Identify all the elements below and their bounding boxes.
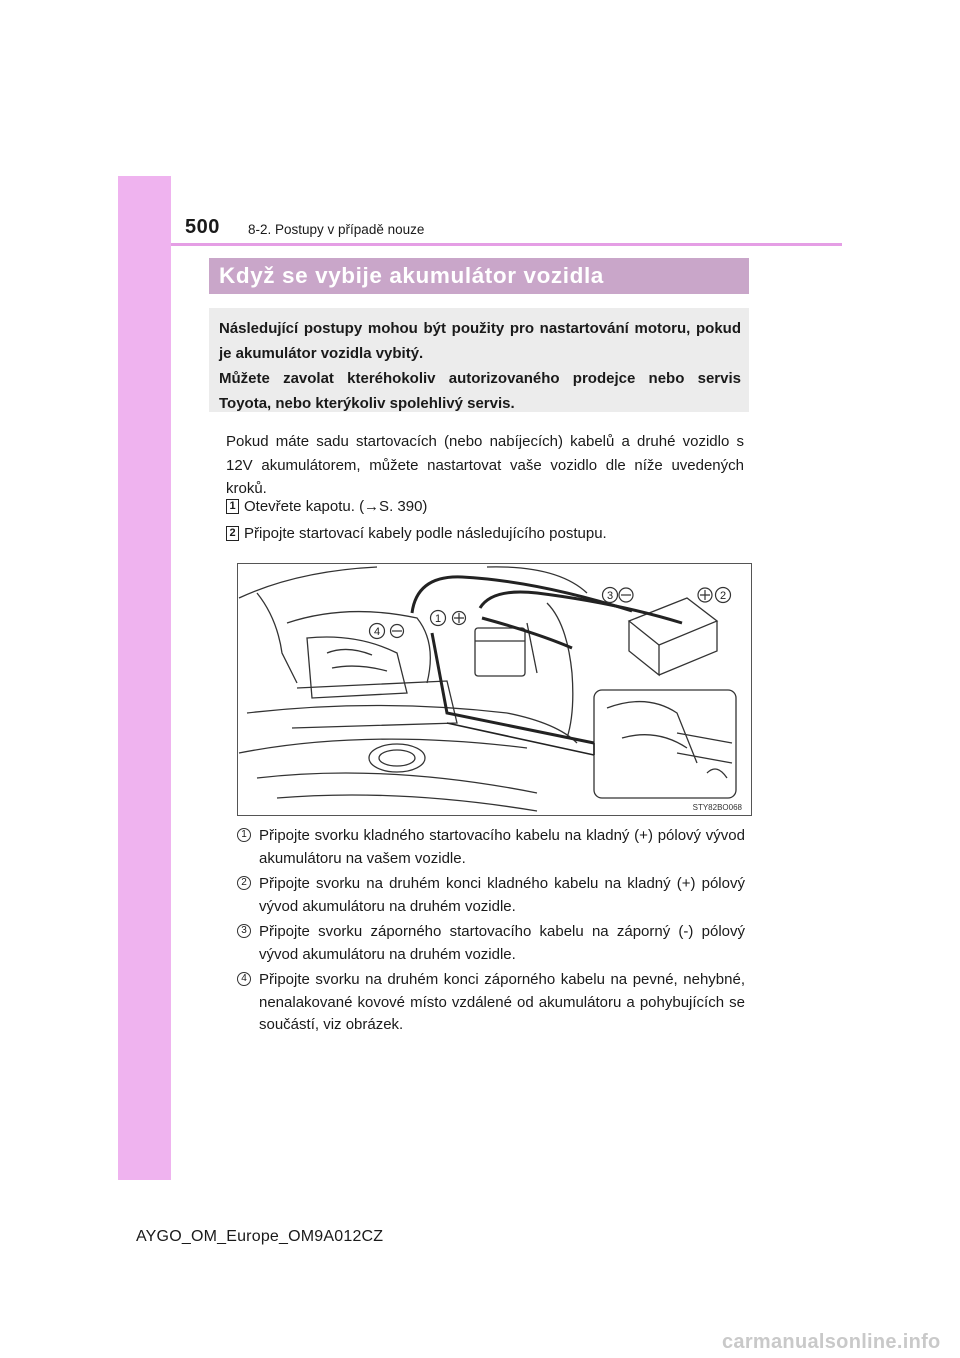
substep-2 xyxy=(237,873,745,918)
footer-code: AYGO_OM_Europe_OM9A012CZ xyxy=(136,1228,384,1245)
callout-4: 4 xyxy=(373,626,381,638)
step-text: Připojte startovací kabely podle následujícího postupu. xyxy=(244,525,607,542)
substep-number: 3 xyxy=(237,924,251,938)
intro-paragraph: Následující postupy mohou být použity pro nastartování motoru, pokud je akumulátor vozidla vybitý. xyxy=(219,320,741,362)
substep-number: 1 xyxy=(237,828,251,842)
substep-number: 4 xyxy=(237,972,251,986)
intro-box xyxy=(209,308,749,412)
substep-number: 2 xyxy=(237,876,251,890)
figure-code: STY82BO068 xyxy=(692,803,742,812)
body-paragraph: Pokud máte sadu startovacích (nebo nabíjecích) kabelů a druhé vozidlo s 12V akumulátorem, můžete nastartovat vaše vozidlo dle níže uvedených kroků. xyxy=(226,433,744,497)
header-divider xyxy=(171,243,842,246)
step-number: 1 xyxy=(226,499,239,514)
title-bar xyxy=(209,258,749,294)
watermark: carmanualsonline.info xyxy=(722,1331,941,1353)
page-title: Když se vybije akumulátor vozidla xyxy=(219,263,604,288)
callout-2: 2 xyxy=(719,590,727,602)
sidebar-tab xyxy=(118,176,171,1180)
substep-text: Připojte svorku záporného startovacího kabelu na záporný (-) pólový vývod akumulátoru na druhém vozidle. xyxy=(259,923,745,963)
substep-3 xyxy=(237,921,745,966)
step-1 xyxy=(226,498,427,515)
substep-text: Připojte svorku na druhém konci záporného kabelu na pevné, nehybné, nenalakované kovové místo vzdálené od akumulátoru a pohybujících se součástí, viz obrázek. xyxy=(259,971,745,1033)
jump-start-illustration xyxy=(237,563,752,816)
page-number: 500 xyxy=(185,216,220,238)
step-text: Otevřete kapotu. (→S. 390) xyxy=(244,498,428,515)
callout-3: 3 xyxy=(606,590,614,602)
callout-1: 1 xyxy=(434,613,442,625)
intro-paragraph: Můžete zavolat kteréhokoliv autorizovaného prodejce nebo servis Toyota, nebo kterýkoliv spolehlivý servis. xyxy=(219,370,741,412)
substep-1 xyxy=(237,825,745,870)
step-2 xyxy=(226,525,607,542)
substep-text: Připojte svorku kladného startovacího kabelu na kladný (+) pólový vývod akumulátoru na vašem vozidle. xyxy=(259,827,745,867)
step-number: 2 xyxy=(226,526,239,541)
section-heading: 8-2. Postupy v případě nouze xyxy=(248,222,425,237)
substep-text: Připojte svorku na druhém konci kladného kabelu na kladný (+) pólový vývod akumulátoru na druhém vozidle. xyxy=(259,875,745,915)
substep-4 xyxy=(237,969,745,1037)
